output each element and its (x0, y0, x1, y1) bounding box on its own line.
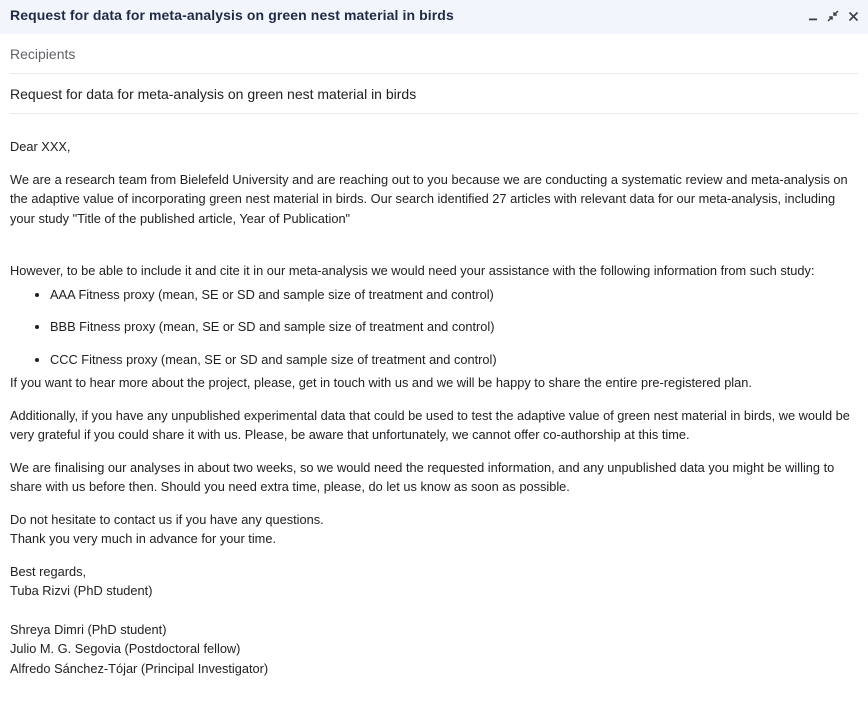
list-item: • AAA Fitness proxy (mean, SE or SD and sample size of treatment and control) (50, 285, 856, 305)
thanks-line: Thank you very much in advance for your time. (10, 531, 277, 546)
list-item: • BBB Fitness proxy (mean, SE or SD and sample size of treatment and control) (50, 317, 856, 337)
minimize-button[interactable] (806, 7, 820, 25)
close-icon (848, 11, 859, 22)
subject-field[interactable] (10, 74, 858, 114)
signature-line: Tuba Rizvi (PhD student) (10, 583, 153, 598)
subject-text: Request for data for meta-analysis on green nest material in birds (10, 86, 417, 102)
request-paragraph: However, to be able to include it and cite it in our meta-analysis we would need your assistance with the following information from such study: (10, 263, 815, 278)
intro-paragraph: We are a research team from Bielefeld University and are reaching out to you because we are conducting a systematic review and meta-analysis on the adaptive value of incorporating green nest material in birds. Our search identified 27 articles with relevant data for our meta-analysis, including your study "Title of the published article, Year of Publication" (10, 171, 848, 226)
window-controls (806, 6, 860, 26)
recipients-placeholder: Recipients (10, 46, 76, 62)
recipients-field[interactable] (10, 34, 858, 74)
list-item: • CCC Fitness proxy (mean, SE or SD and sample size of treatment and control) (50, 350, 856, 370)
exit-fullscreen-button[interactable] (826, 7, 840, 25)
greeting: Dear XXX, (10, 139, 71, 154)
message-body[interactable] (10, 137, 856, 678)
unpublished-data-paragraph: Additionally, if you have any unpublished experimental data that could be used to test the adaptive value of green nest material in birds, we would be very grateful if you could share it with us. Please, be aware that unfortunately, we cannot offer co-authorship at this time. (10, 407, 850, 442)
window-title: Request for data for meta-analysis on green nest material in birds (10, 7, 454, 23)
timeline-paragraph: We are finalising our analyses in about two weeks, so we would need the requested information, and any unpublished data you might be willing to share with us before then. Should you need extra time, please, do let us know as soon as possible. (10, 459, 835, 494)
signature-line: Alfredo Sánchez-Tójar (Principal Investigator) (10, 660, 269, 676)
requested-items-list (10, 285, 856, 370)
close-button[interactable] (846, 7, 860, 25)
minimize-icon (808, 11, 818, 21)
compose-title-bar (0, 0, 868, 34)
signature-line: Shreya Dimri (PhD student) (10, 621, 167, 637)
exit-fullscreen-icon (827, 10, 839, 22)
closing-line: Best regards, (10, 563, 87, 579)
more-info-paragraph: If you want to hear more about the project, please, get in touch with us and we will be happy to share the entire pre-registered plan. (10, 375, 752, 390)
signature-line: Julio M. G. Segovia (Postdoctoral fellow) (10, 641, 241, 656)
contact-line: Do not hesitate to contact us if you have any questions. (10, 511, 324, 527)
